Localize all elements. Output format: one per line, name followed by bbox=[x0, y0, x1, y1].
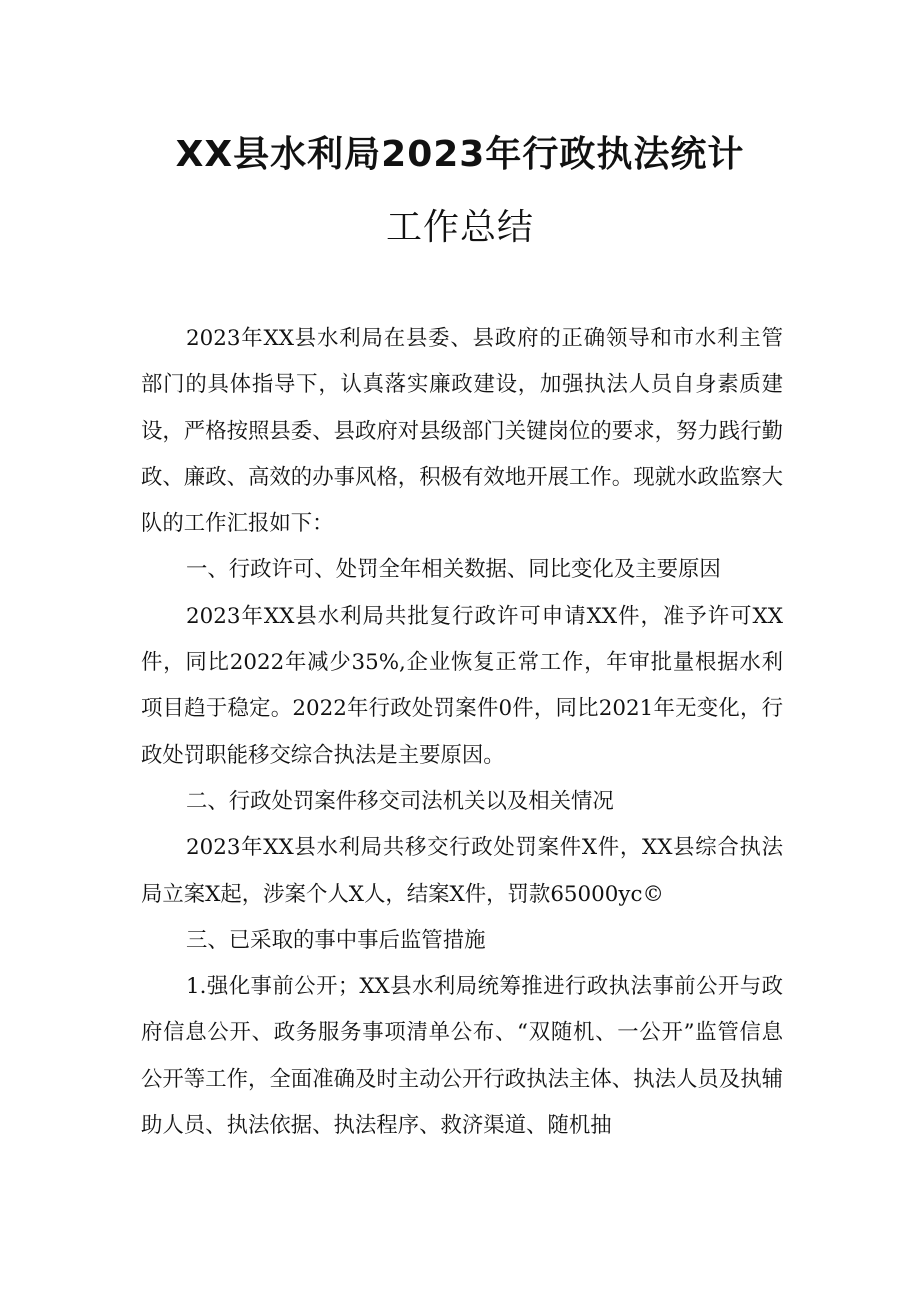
section2-heading: 二、行政处罚案件移交司法机关以及相关情况 bbox=[186, 788, 614, 814]
document-title-line2: 工作总结 bbox=[385, 207, 534, 248]
document-body bbox=[141, 316, 783, 1149]
section2-paragraph: 2023年XX县水利局共移交行政处罚案件X件，XX县综合执法局立案X起，涉案个人X人，结案X件，罚款65000yc© bbox=[141, 835, 783, 907]
section3-heading: 三、已采取的事中事后监管措施 bbox=[186, 927, 486, 953]
section3-item1-paragraph: 1.强化事前公开；XX县水利局统筹推进行政执法事前公开与政府信息公开、政务服务事项清单公布、“双随机、一公开”监管信息公开等工作，全面准确及时主动公开行政执法主体、执法人员及执辅助人员、执法依据、执法程序、救济渠道、随机抽 bbox=[141, 974, 783, 1139]
section1-paragraph: 2023年XX县水利局共批复行政许可申请XX件，准予许可XX件，同比2022年减少35%,企业恢复正常工作，年审批量根据水利项目趋于稳定。2022年行政处罚案件0件，同比2021年无变化，行政处罚职能移交综合执法是主要原因。 bbox=[141, 603, 783, 768]
section1-heading: 一、行政许可、处罚全年相关数据、同比变化及主要原因 bbox=[186, 557, 721, 583]
intro-paragraph: 2023年XX县水利局在县委、县政府的正确领导和市水利主管部门的具体指导下，认真落实廉政建设，加强执法人员自身素质建设，严格按照县委、县政府对县级部门关键岗位的要求，努力践行勤政、廉政、高效的办事风格，积极有效地开展工作。现就水政监察大队的工作汇报如下： bbox=[141, 326, 783, 537]
document-title-line1: XX县水利局2023年行政执法统计 bbox=[175, 134, 745, 175]
